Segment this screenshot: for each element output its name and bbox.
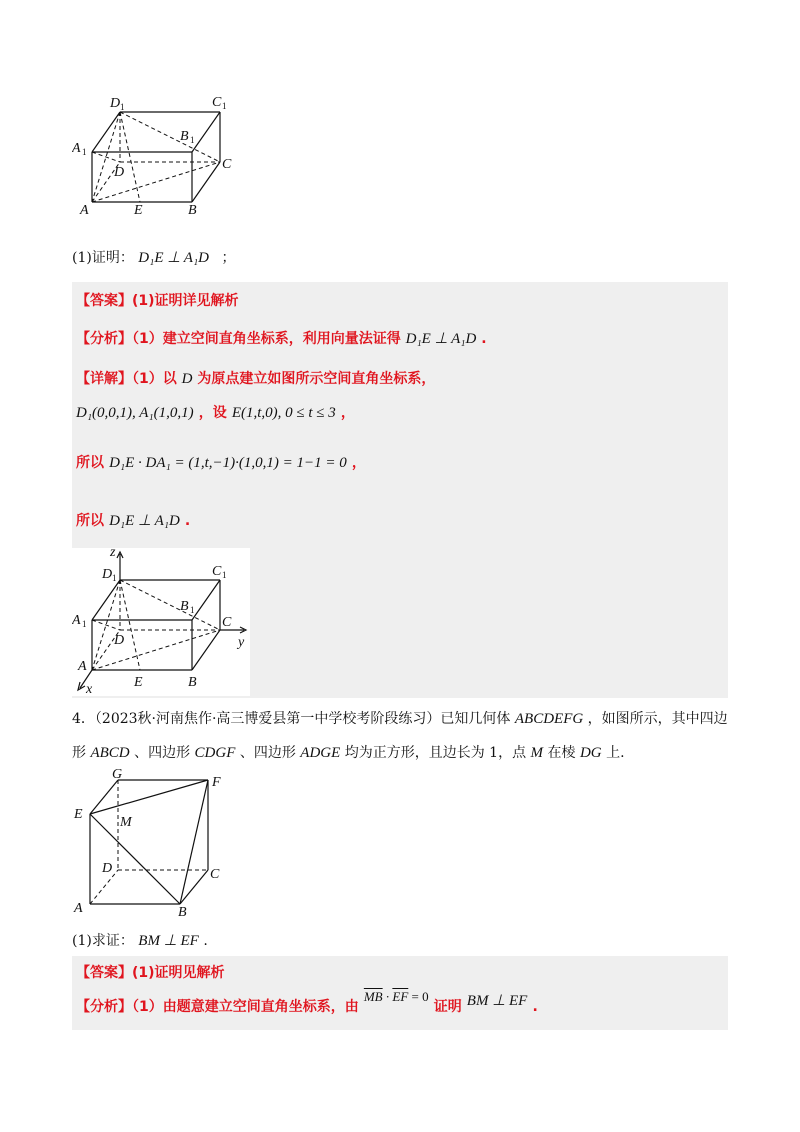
fig3-label-F: F [212,775,221,790]
svg-text:1: 1 [112,573,117,583]
fig2-label-D: D [114,633,125,648]
fig1-label-A: A [80,203,89,218]
fig2-label-B: B [188,675,197,690]
svg-text:1: 1 [222,570,227,580]
fig1-label-B1: B [180,129,189,144]
fig3-label-E: E [74,807,83,822]
svg-text:1: 1 [190,605,195,615]
fig2-label-B1: B [180,599,189,614]
svg-text:1: 1 [222,101,227,111]
fig3-label-G: G [112,767,123,782]
fig1-label-A1: A [72,141,81,156]
fig2-label-z: z [110,548,116,560]
fig3-label-C: C [210,867,220,882]
fig1-label-D: D [114,165,125,180]
fig1-label-C1: C [212,95,222,110]
fig2-label-y: y [238,635,245,650]
fig2-label-A1: A [72,613,81,628]
svg-text:1: 1 [190,135,195,145]
solid-figure-3 [72,766,232,916]
answer-label-1: 【答案】(1)证明详见解析 [76,293,239,309]
svg-text:1: 1 [120,102,125,112]
analysis-1: 【分析】（1）建立空间直角坐标系，利用向量法证得 D₁E ⊥ A₁D . [76,331,487,347]
fig3-label-M: M [120,815,132,830]
fig2-label-A: A [78,659,87,674]
cuboid-figure-1 [72,90,242,220]
detail-coords: D₁(0,0,1), A₁(1,0,1) ，设 E(1,t,0), 0 ≤ t ≤ 3 ， [76,405,355,421]
fig1-label-E: E [134,203,143,218]
question-1: (1)证明： D₁E ⊥ A₁D ； [72,250,236,266]
problem-4-line-2: 形 ABCD 、四边形 CDGF 、四边形 ADGE 均为正方形，且边长为 1，点 M 在棱 DG 上. [72,745,625,761]
answer-label-2: 【答案】(1)证明见解析 [76,965,225,981]
detail-dot-product: 所以 D₁E · DA₁ = (1,t,−1)·(1,0,1) = 1−1 = 0 ， [76,455,366,471]
fig1-label-D1: D [110,96,121,111]
detail-1: 【详解】（1）以 D 为原点建立如图所示空间直角坐标系， [76,371,436,387]
svg-text:1: 1 [82,147,87,157]
cuboid-figure-2 [72,548,250,696]
fig2-label-E: E [134,675,143,690]
fig1-label-B: B [188,203,197,218]
fig2-label-D1: D [102,567,113,582]
fig3-label-A: A [74,901,83,916]
fig2-label-C1: C [212,564,222,579]
svg-text:1: 1 [82,619,87,629]
question-4-1: (1)求证： BM ⊥ EF . [72,933,208,949]
fig2-label-x: x [86,682,93,696]
fig3-label-B: B [178,905,187,916]
fig1-label-C: C [222,157,232,172]
analysis-2: 【分析】（1）由题意建立空间直角坐标系，由 $^{\overline{MB}}$ · $^{\overline{EF}}$ $^{= 0}$ 证明 BM ⊥ EF . [76,989,538,1015]
fig2-label-C: C [222,615,232,630]
detail-conclusion: 所以 D₁E ⊥ A₁D . [76,513,191,529]
fig3-label-D: D [102,861,113,876]
problem-4-line-1: 4．（2023秋·河南焦作·高三博爱县第一中学校考阶段练习）已知几何体 ABCDEFG ，如图所示，其中四边 [72,711,728,727]
